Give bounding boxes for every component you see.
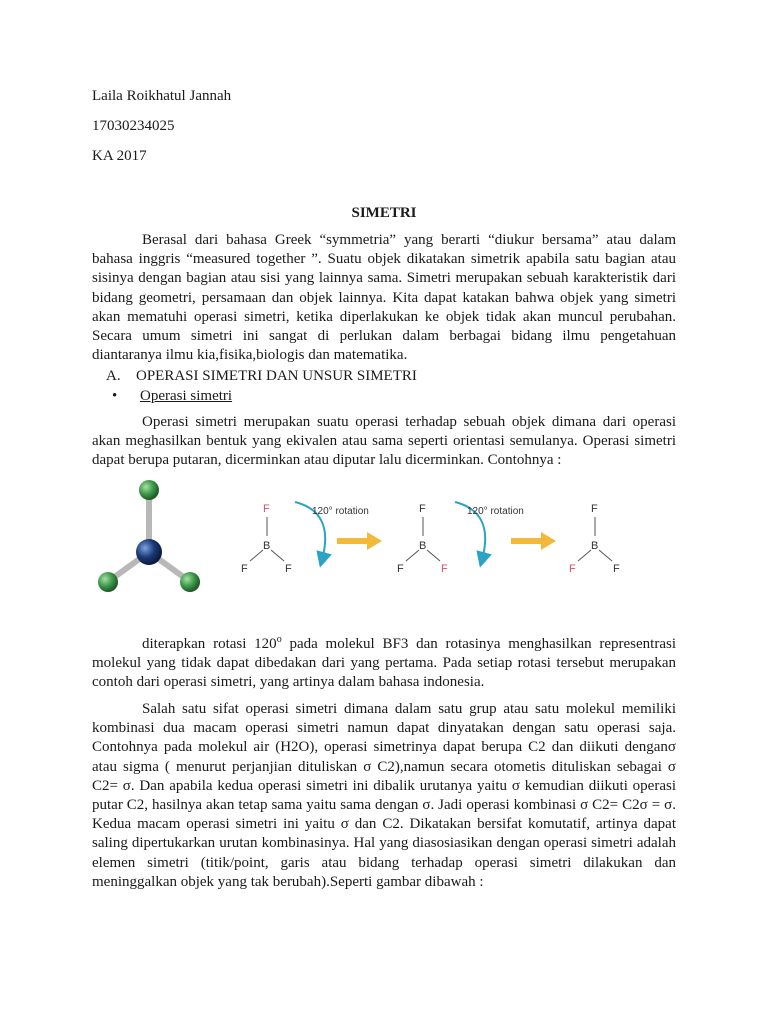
atom-f: F <box>613 563 620 575</box>
student-id: 17030234025 <box>92 118 175 134</box>
operasi-paragraph: Operasi simetri merupakan suatu operasi terhadap sebuah objek dimana dari operasi akan meghasilkan bentuk yang ekivalen atau sama seperti orientasi semulanya. Operasi simetri dapat berupa putaran, dicerminkan atau diputar lalu dicerminkan. Contohnya : <box>92 414 676 469</box>
fluorine-atom-right <box>180 572 200 592</box>
rotation-label-2: 120° rotation <box>467 506 524 517</box>
bf3-structure-2 <box>397 503 448 575</box>
rotasi-paragraph <box>92 635 676 693</box>
rotation-label-1: 120° rotation <box>312 506 369 517</box>
boron-atom <box>136 539 162 565</box>
atom-f: F <box>591 503 598 515</box>
atom-f: F <box>285 563 292 575</box>
document-title: SIMETRI <box>351 205 417 221</box>
section-letter: A. <box>106 368 121 384</box>
fluorine-atom-top <box>139 480 159 500</box>
yield-arrow-1 <box>337 532 382 550</box>
atom-b: B <box>591 540 599 552</box>
bf3-structure-1 <box>241 503 292 575</box>
atom-f: F <box>397 563 404 575</box>
atom-b: B <box>263 540 271 552</box>
author-name: Laila Roikhatul Jannah <box>92 88 232 104</box>
class-label: KA 2017 <box>92 148 147 164</box>
yield-arrow-2 <box>511 532 556 550</box>
bf3-rotation-figure <box>90 472 690 622</box>
section-title: OPERASI SIMETRI DAN UNSUR SIMETRI <box>136 368 417 384</box>
atom-f: F <box>419 503 426 515</box>
ball-stick-molecule <box>98 480 200 592</box>
kombinasi-paragraph: Salah satu sifat operasi simetri dimana dalam satu grup atau satu molekul memiliki kombinasi dua macam operasi simetri namun dapat dinyatakan dengan satu operasi saja. Contohnya pada molekul air (H2O), operasi simetrinya dapat berupa C2 dan diikuti denganσ atau sigma ( menurut perjanjian dituliskan σ C2),namun secara otometis dituliskan sebagai σ C2= σ. Dan apabila kedua operasi simetri ini dibalik urutanya yaitu σ kemudian diikuti operasi putar C2, hasilnya akan tetap sama yaitu sama dengan σ. Jadi operasi kombinasi σ C2= C2σ = σ. Kedua macam operasi simetri ini yaitu σ dan C2. Dikatakan bersifat komutatif, artinya dapat saling dipertukarkan urutan kombinasinya. Hal yang diasosiasikan dengan operasi simetri adalah elemen simetri (titik/point, garis atau bidang terhadap operasi simetri dilakukan dan meninggalkan objek yang tak berubah).Seperti gambar dibawah : <box>92 701 676 890</box>
bullet-operasi-simetri <box>112 388 232 405</box>
atom-f-red: F <box>569 563 576 575</box>
intro-paragraph: Berasal dari bahasa Greek “symmetria” yang berarti “diukur bersama” atau dalam bahasa inggris “measured together ”. Suatu objek dikatakan simetrik apabila satu bagian atau sisinya dengan bagian atau sisi yang lainnya sama. Simetri merupakan sebuah karakteristik dari bidang geometri, persamaan dan objek lainnya. Kita dapat katakan bahwa objek yang simetri akan mematuhi operasi simetri, ketika diperlakukan ke objek tidak akan muncul perubahan. Secara umum simetri ini sangat di perlukan dalam berbagai bidang ilmu pengetahuan diantaranya ilmu kia,fisika,biologis dan matematika. <box>92 232 676 364</box>
atom-f-red: F <box>263 503 270 515</box>
atom-f: F <box>241 563 248 575</box>
rotasi-text-after: pada molekul BF3 dan rotasinya menghasilkan representrasi molekul yang tidak dapat dibedakan dari yang pertama. Pada setiap rotasi tersebut merupakan contoh dari operasi simetri, yang artinya dalam bahasa indonesia. <box>92 636 676 691</box>
rotasi-text-before: diterapkan rotasi 120 <box>142 636 277 652</box>
bf3-structure-3 <box>569 503 620 575</box>
section-heading-a <box>106 368 417 385</box>
bullet-icon: • <box>112 388 118 404</box>
atom-b: B <box>419 540 427 552</box>
bullet-label: Operasi simetri <box>140 388 233 404</box>
fluorine-atom-left <box>98 572 118 592</box>
atom-f-red: F <box>441 563 448 575</box>
degree-superscript: o <box>276 634 282 645</box>
